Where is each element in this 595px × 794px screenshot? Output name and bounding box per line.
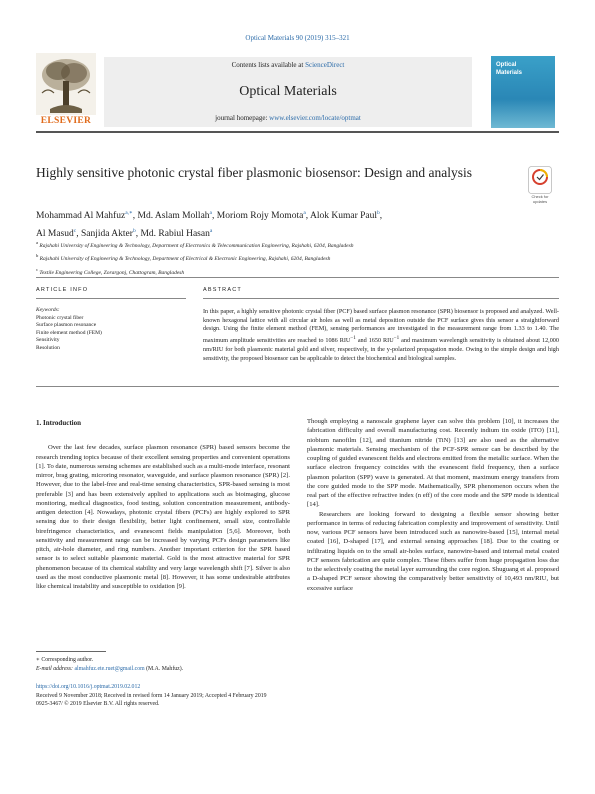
author-name: Md. Rabiul Hasan (140, 229, 210, 240)
section-divider (36, 277, 559, 278)
author-name: Al Masud (36, 229, 74, 240)
keywords-list (36, 315, 186, 353)
elsevier-wordmark: ELSEVIER (40, 116, 92, 126)
author-name: Alok Kumar Paul (310, 211, 378, 222)
keyword-item: Resolution (36, 344, 60, 351)
journal-homepage (104, 114, 472, 122)
author-separator: , (76, 229, 81, 240)
abstract-part2: and 1650 RIU (355, 337, 394, 345)
author-affiliation-mark[interactable]: a (209, 228, 213, 235)
footnotes (36, 656, 336, 673)
affiliation-list (36, 238, 556, 278)
publication-info (36, 683, 376, 709)
author-name: Mohammad Al Mahfuz (36, 211, 126, 222)
affiliation-item (36, 238, 556, 251)
affiliation-mark: c (36, 266, 39, 272)
author-list (36, 206, 476, 242)
article-info-rule (36, 298, 186, 299)
homepage-link[interactable]: www.elsevier.com/locate/optmat (269, 114, 361, 122)
affiliation-mark: b (36, 253, 39, 259)
intro-paragraph-1: Over the last few decades, surface plasmon resonance (SPR) based sensors become the research trending topics because of their excellent sensing properties and convenient operations [1]. To date, numerous sensing schemes are established such as a multi-mode interface, resonant mirror, brag grating, microring resonator, waveguide, and surface plasmon resonance (SPR) [2]. However, due to the label-free and real-time sensing characteristics, SPR-based sensing is most preferable [3] and has been extensively applied to applications such as bioimaging, glucose monitoring, medical diagnostics, food testing, solution concentration measurement, antibody-antigen detection [4]. Nowadays, photonic crystal fibers (PCFs) are highly explored to SPR sensing due to their design flexibility, better light confinement, small size, controllable birefringence characteristics, and evanescent fields manipulation [5,6]. Moreover, both sensitivity and measurement range can be increased by varying PCFs design parameters like pitch, air-hole diameter, and ring numbers. Another important criterion for the SPR based sensor is to select suitable plasmonic material. Gold is the most attractive material for SPR phenomenon because of its chemical stability and very large wavelength shift [7]. Silver is also used as the most conductive plasmonic metal [8]. However, it has some undesirable attributes like chemical instability and susceptible to oxidation [9]. (36, 444, 290, 590)
abstract-text (203, 308, 559, 363)
introduction-heading: 1. Introduction (36, 419, 81, 427)
article-info-heading: ARTICLE INFO (36, 287, 89, 293)
cover-title-line2: Materials (496, 70, 523, 76)
keyword-item: Finite element method (FEM) (36, 329, 102, 336)
article-title: Highly sensitive photonic crystal fiber plasmonic biosensor: Design and analysis (36, 165, 473, 180)
intro-paragraph-2: Though employing a nanoscale graphene layer can solve this problem [10], it increases the fabrication difficulty and overall manufacturing cost. Recently indium tin oxide (ITO) [11], niobium nanofilm [12], and titanium nitride (TiN) [13] are also used as the alternative plasmonic materials. Sensing mechanism of the PCF-SPR sensor can be described by the coupling of guided evanescent fields and electrons emitted from the metallic surface. When the surface electron frequency coincides with the evanescent field frequency, then a surface plasmon polariton (SPP) wave is generated. At that moment, maximum energy transfers from the core guided mode to the SPP mode. Mathematically, SPR phenomenon occurs when the real part of the effective refractive index (n eff) of the core mode and the SPP mode is identical [14]. (307, 418, 559, 509)
abstract-part1: In this paper, a highly sensitive photonic crystal fiber (PCF) based surface plasmon resonance (SPR) biosensor is proposed and analyzed. Well-known hexagonal lattice with all circular air holes as well as metal deposition outside the PCF surface gives this sensor a straightforward design. Using the finite element method (FEM), sensing performances are investigated in the measurement range from 1.33 to 1.40. The maximum amplitude sensitivities are reached to 1086 RIU (203, 308, 559, 345)
abstract-sup1: −1 (350, 335, 356, 342)
email-line (36, 665, 336, 674)
author-separator: , (379, 211, 383, 222)
email-suffix: (M.A. Mahfuz). (144, 665, 184, 672)
body-column-left (36, 419, 290, 591)
header-rule (36, 131, 559, 133)
cover-title-line1: Optical (496, 62, 517, 68)
author-separator: , (212, 211, 217, 222)
keyword-item: Photonic crystal fiber (36, 314, 84, 321)
journal-title: Optical Materials (239, 84, 337, 99)
copyright-notice: 0925-3467/ © 2019 Elsevier B.V. All rights reserved. (36, 701, 160, 707)
journal-reference[interactable]: Optical Materials 90 (2019) 315–321 (245, 34, 350, 42)
author-affiliation-mark[interactable]: a (303, 210, 306, 216)
author-affiliation-mark[interactable]: b (132, 228, 136, 235)
keyword-item: Sensitivity (36, 337, 60, 343)
doi-link[interactable]: https://doi.org/10.1016/j.optmat.2019.02.012 (36, 684, 141, 690)
author-affiliation-mark[interactable]: a,∗ (125, 210, 133, 216)
abstract-bottom-rule (36, 386, 559, 387)
affiliation-text: Rajshahi University of Engineering & Technology, Department of Electronics & Telecommunication Engineering, Rajshahi, 6204, Bangladesh (38, 242, 354, 249)
abstract-heading: ABSTRACT (203, 287, 242, 293)
author-name: Moriom Rojy Momota (216, 211, 304, 222)
author-name: Md. Aslam Mollah (137, 211, 210, 222)
body-column-right (307, 417, 559, 593)
author-affiliation-mark[interactable]: a (209, 210, 212, 216)
footnote-rule (36, 651, 106, 652)
corresponding-author-note: ∗ Corresponding author. (36, 657, 94, 663)
author-affiliation-mark[interactable]: b (377, 210, 380, 216)
email-label: E-mail address: (36, 665, 75, 672)
check-for-updates-label: Check for updates (531, 194, 549, 204)
author-separator: , (305, 211, 310, 222)
contents-prefix: Contents lists available at (231, 61, 306, 69)
affiliation-mark: a (36, 240, 39, 245)
abstract-part3: and maximum wavelength sensitivity is obtained about 12,000 nm/RIU for both plasmonic material gold and silver, respectively, in the y-polarized propagation mode. Owing to the simple design and high sensitivity, the proposed biosensor can be applicable to detect the biochemical and biological samples. (203, 337, 559, 362)
author-separator: , (135, 229, 141, 240)
homepage-prefix: journal homepage: (215, 114, 270, 122)
keywords-label: Keywords: (36, 307, 60, 313)
affiliation-item (36, 265, 556, 278)
affiliation-item (36, 251, 556, 264)
abstract-rule (203, 298, 559, 299)
author-affiliation-mark[interactable]: c (73, 228, 77, 235)
received-dates: Received 9 November 2018; Received in revised form 14 January 2019; Accepted 4 February 2019 (36, 692, 267, 699)
keywords-block (36, 307, 186, 352)
contents-line (104, 61, 472, 69)
keyword-item: Surface plasmon resonance (36, 322, 97, 328)
author-separator: , (132, 211, 138, 222)
intro-paragraph-3: Researchers are looking forward to designing a flexible sensor showing better performance in terms of reducing fabrication complexity and improvement of sensitivity. Until now, various PCF sensors have been introduced such as nanowire-based [15], internal metal coated [16], D-shaped [17], and external sensing approaches [18]. Due to the coating or infiltrating liquids on to the small air-holes surface, nanowire-based and internal metal coated PCF sensors fabrication are quite complex. These fibers suffer from huge propagation loss due to the selectively coating the metal layer surrounding the core region. Shuguang et al. proposed a D-shaped PCF sensor showing the comparatively better sensitivity of 10,493 nm/RIU, but excessive surface (307, 510, 559, 592)
abstract-sup2: −1 (393, 335, 400, 342)
affiliation-text: Rajshahi University of Engineering & Technology, Department of Electrical & Electronic Engineering, Rajshahi, 6204, Bangladesh (38, 256, 331, 263)
author-email-link[interactable]: almahfuz.ete.ruet@gmail.com (74, 665, 145, 672)
sciencedirect-link[interactable]: ScienceDirect (305, 61, 345, 69)
check-for-updates-icon[interactable] (528, 166, 552, 194)
author-name: Sanjida Akter (80, 229, 133, 240)
affiliation-text: Textile Engineering College, Zorargonj, Chattogram, Bangladesh (38, 269, 185, 276)
